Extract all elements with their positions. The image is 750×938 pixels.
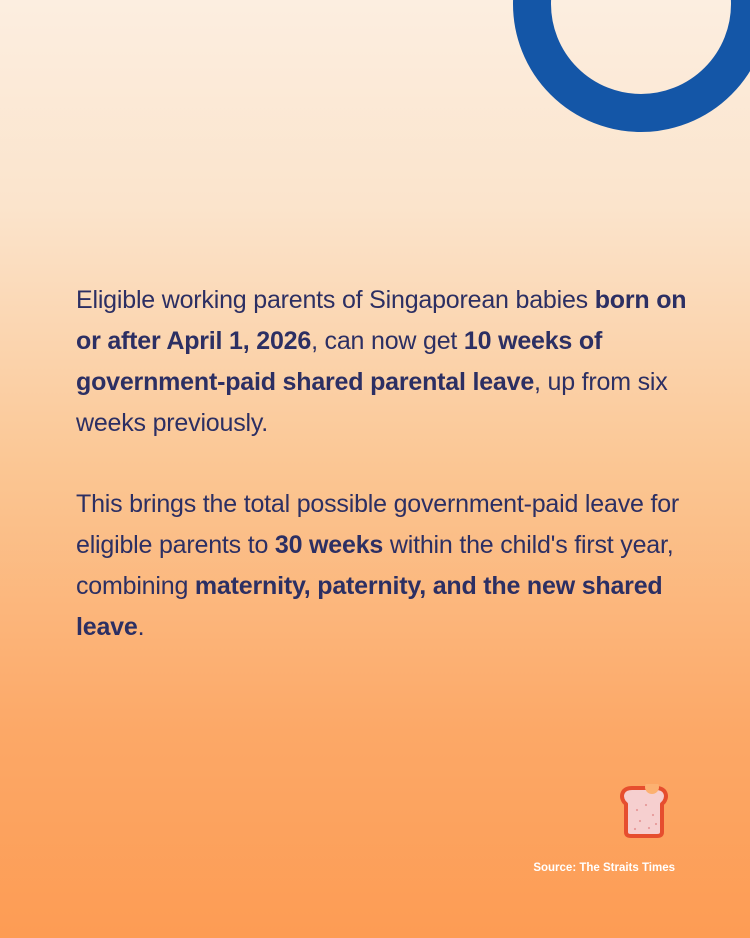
- paragraph-2-text-3: .: [137, 613, 145, 641]
- paragraph-1-text-1: Eligible working parents of Singaporean babies: [76, 286, 595, 314]
- paragraph-1-highlight-birth-date: born on or after April 1, 2026: [76, 286, 687, 355]
- paragraph-parental-leave: [76, 280, 696, 444]
- main-text: [76, 280, 696, 648]
- paragraph-1-text-2: , can now get: [311, 327, 464, 355]
- paragraph-2-highlight-total-weeks: 30 weeks: [274, 531, 384, 559]
- paragraph-1-text-3: , up from six weeks previously.: [76, 368, 668, 437]
- paragraph-1-highlight-leave-weeks: 10 weeks of government-paid shared parental leave: [76, 327, 603, 396]
- decorative-ring: [513, 0, 750, 132]
- paragraph-total-leave: [76, 484, 696, 648]
- paragraph-2-highlight-leave-types: maternity, paternity, and the new shared leave: [76, 572, 663, 641]
- source-credit: Source: The Straits Times: [533, 862, 675, 874]
- paragraph-2-text-1: This brings the total possible government-paid leave for eligible parents to: [76, 490, 680, 559]
- toast-slice-icon: [618, 784, 670, 840]
- paragraph-2-text-2: within the child's first year, combining: [76, 531, 674, 600]
